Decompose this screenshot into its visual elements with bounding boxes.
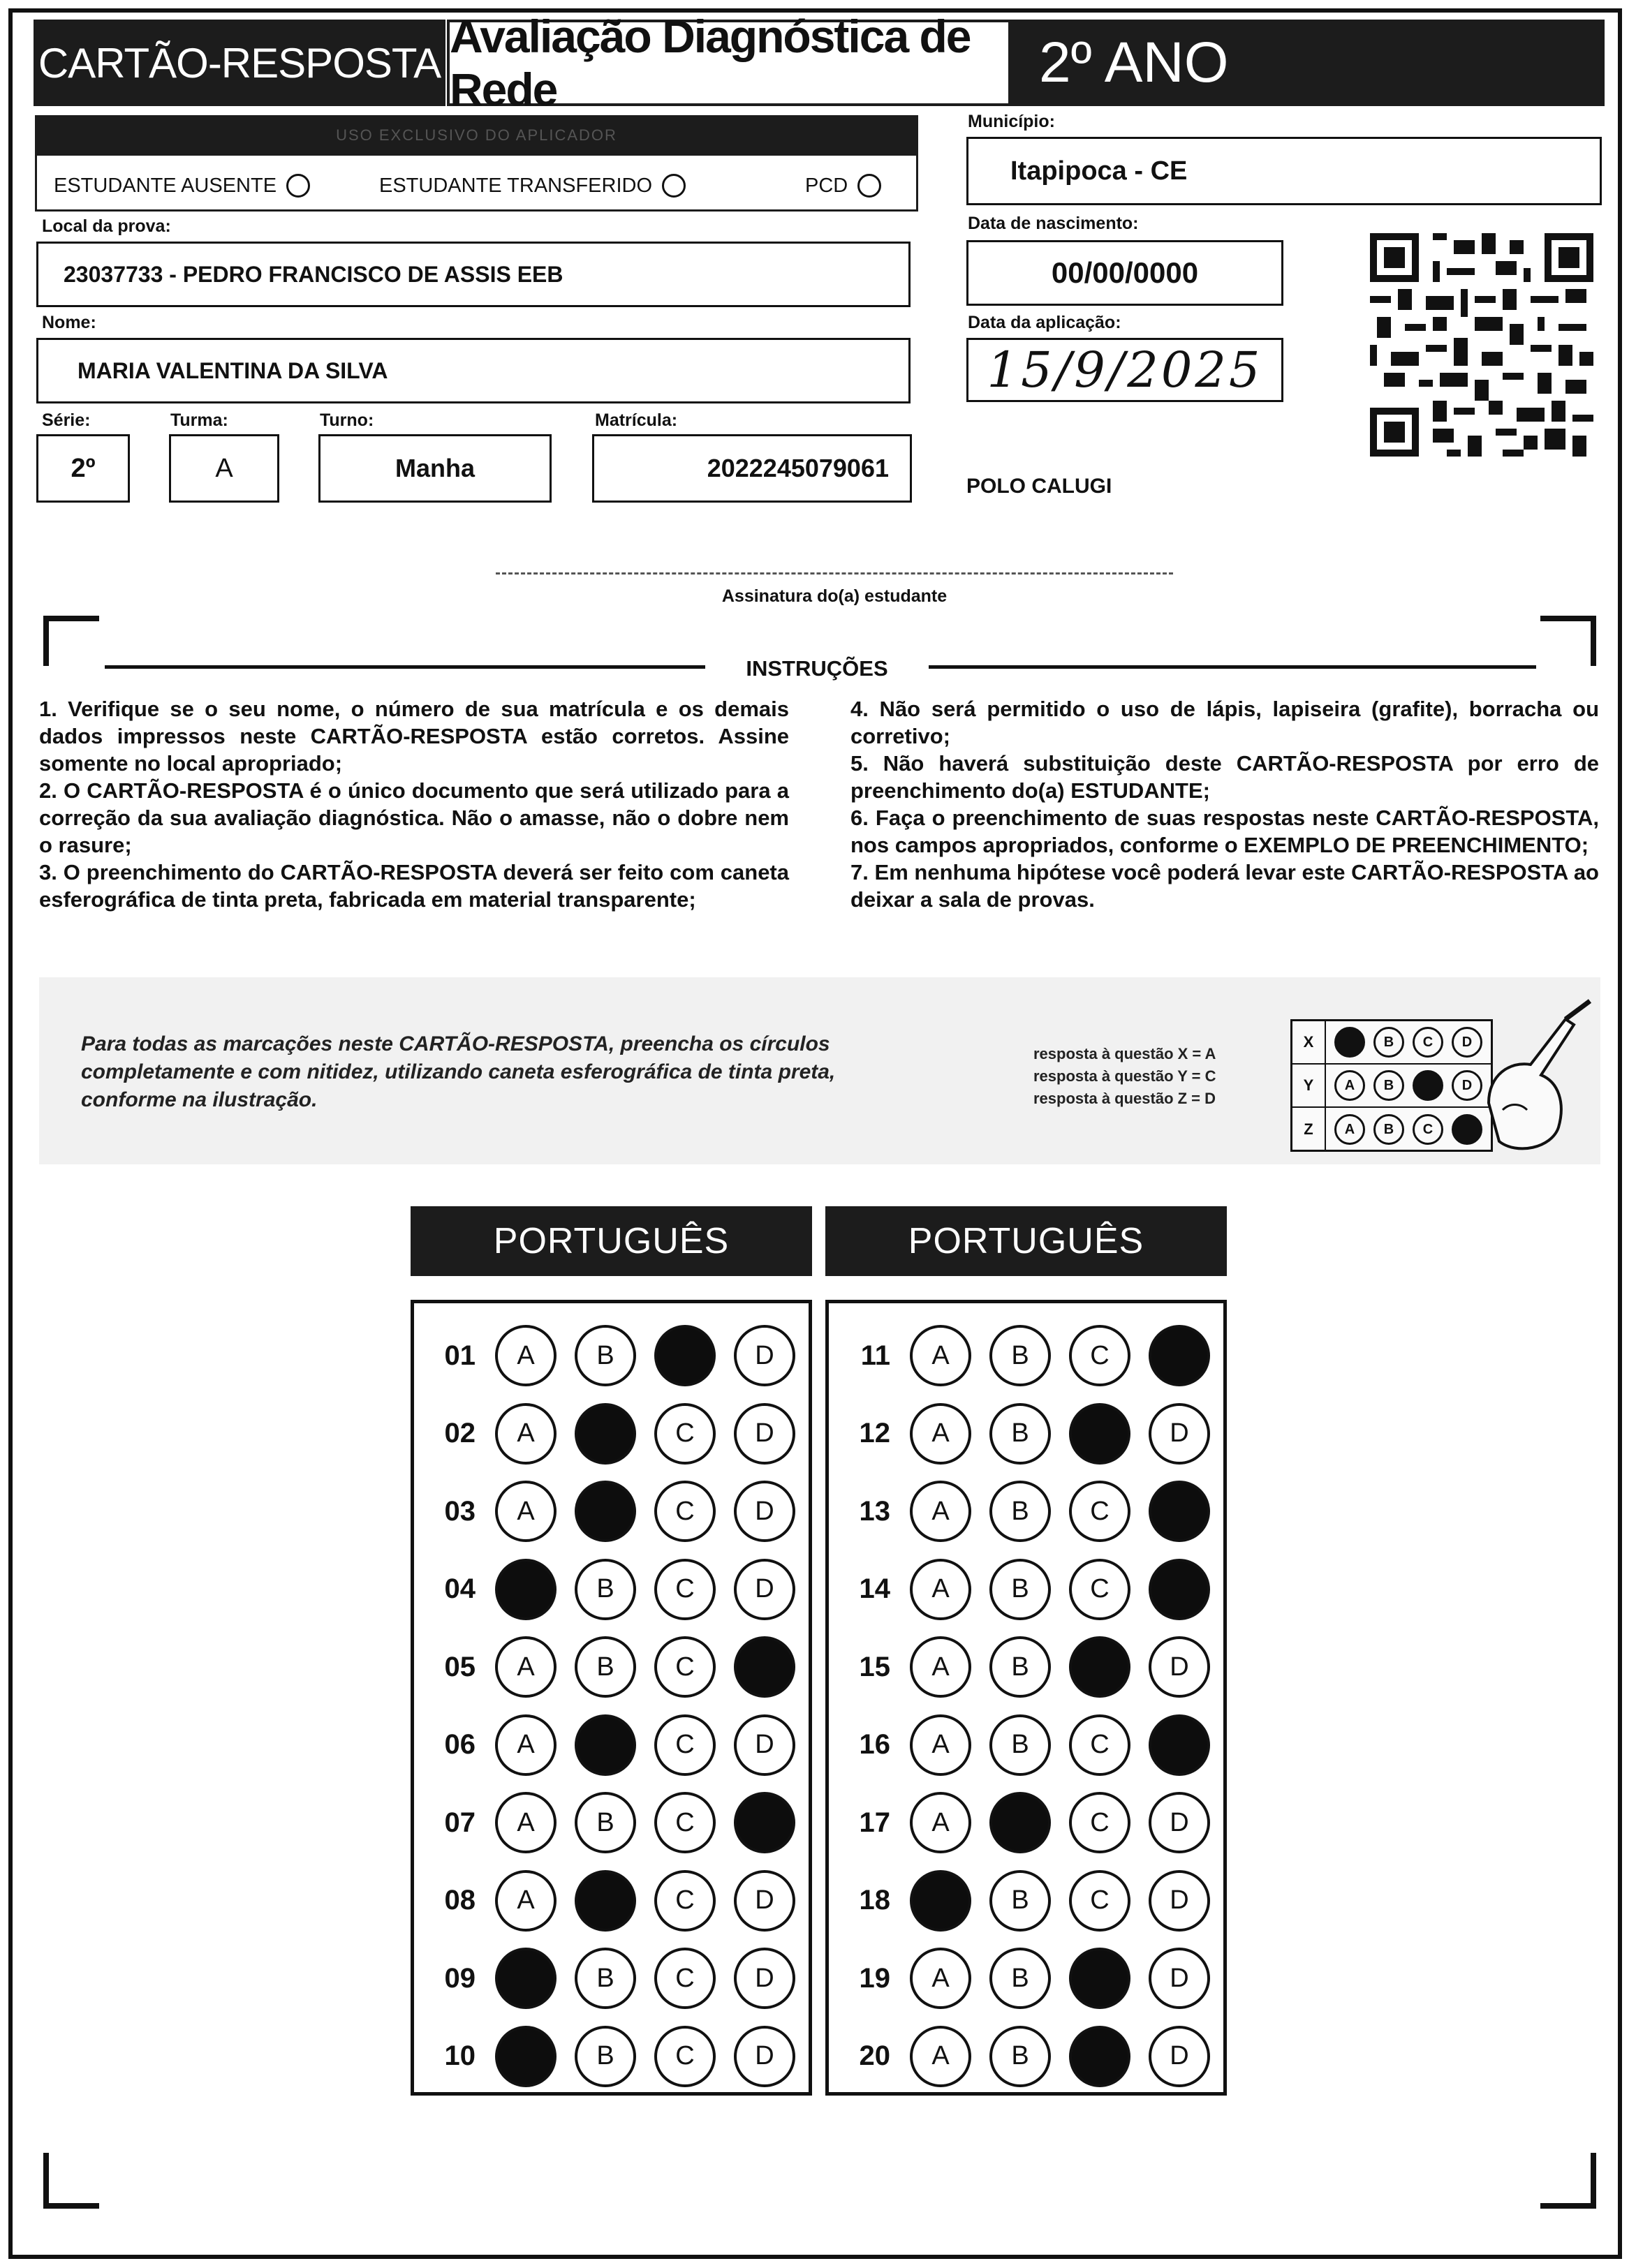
answer-bubble-c[interactable]: C <box>1069 1559 1130 1620</box>
answer-bubble-a[interactable]: A <box>495 1792 557 1853</box>
question-number: 06 <box>444 1729 476 1760</box>
aplicacao-field: 15/9/2025 <box>966 338 1283 402</box>
answer-bubble-c[interactable]: C <box>654 1636 716 1698</box>
answer-bubble-b[interactable] <box>575 1481 636 1542</box>
fill-example-legend <box>1033 1043 1216 1110</box>
question-row <box>829 1714 1223 1777</box>
answer-bubble-d[interactable]: D <box>1149 2026 1210 2087</box>
answer-bubble-c[interactable] <box>1069 1403 1130 1465</box>
answer-bubble-c[interactable]: C <box>1069 1870 1130 1932</box>
question-row <box>829 1947 1223 2010</box>
example-bubble-c: C <box>1413 1114 1443 1145</box>
corner-mark-bottom-left <box>43 2153 99 2209</box>
question-number: 04 <box>444 1573 476 1604</box>
answer-bubble-b[interactable] <box>575 1870 636 1932</box>
answer-bubble-d[interactable] <box>1149 1481 1210 1542</box>
instructions-rule-left <box>105 665 705 669</box>
question-number: 10 <box>444 2040 476 2071</box>
answer-bubble-d[interactable]: D <box>1149 1792 1210 1853</box>
nome-field: MARIA VALENTINA DA SILVA <box>36 338 911 403</box>
example-row-label: X <box>1292 1021 1326 1063</box>
status-transferred[interactable] <box>379 174 686 198</box>
status-transferred-circle[interactable] <box>662 174 686 198</box>
answer-bubble-a[interactable]: A <box>910 2026 971 2087</box>
answer-bubble-b[interactable]: B <box>989 1948 1051 2009</box>
instruction-item: 7. Em nenhuma hipótese você poderá levar este CARTÃO-RESPOSTA ao deixar a sala de provas. <box>850 860 1599 912</box>
signature-label: Assinatura do(a) estudante <box>721 586 948 606</box>
question-number: 12 <box>859 1418 890 1448</box>
question-number: 14 <box>859 1573 890 1604</box>
status-absent-circle[interactable] <box>286 174 310 198</box>
answer-bubble-c[interactable] <box>1069 1948 1130 2009</box>
nome-label: Nome: <box>42 313 96 332</box>
question-row <box>829 1402 1223 1465</box>
question-number: 07 <box>444 1807 476 1838</box>
local-field: 23037733 - PEDRO FRANCISCO DE ASSIS EEB <box>36 242 911 307</box>
answer-bubble-a[interactable]: A <box>910 1481 971 1542</box>
question-number: 15 <box>859 1651 890 1682</box>
question-number: 03 <box>444 1495 476 1527</box>
matricula-label: Matrícula: <box>595 410 678 430</box>
question-row <box>414 1791 809 1854</box>
answer-bubble-b[interactable]: B <box>989 1636 1051 1698</box>
municipio-field: Itapipoca - CE <box>966 137 1602 205</box>
example-bubble-b: B <box>1373 1070 1404 1101</box>
answer-bubble-d[interactable] <box>734 1792 795 1853</box>
answer-bubble-c[interactable]: C <box>1069 1481 1130 1542</box>
answer-bubble-a[interactable]: A <box>495 1481 557 1542</box>
answer-bubble-a[interactable]: A <box>910 1325 971 1386</box>
matricula-field: 2022245079061 <box>592 434 912 503</box>
example-row-label: Y <box>1292 1065 1326 1106</box>
answer-bubble-c[interactable]: C <box>654 1792 716 1853</box>
subject-header-1: PORTUGUÊS <box>411 1206 812 1276</box>
answer-bubble-d[interactable]: D <box>1149 1636 1210 1698</box>
instructions-title: INSTRUÇÕES <box>746 656 888 681</box>
answer-bubble-d[interactable]: D <box>734 1481 795 1542</box>
answer-bubble-c[interactable]: C <box>654 1870 716 1932</box>
question-number: 09 <box>444 1962 476 1994</box>
question-number: 05 <box>444 1651 476 1682</box>
example-bubble-b: B <box>1373 1027 1404 1058</box>
answer-bubble-d[interactable]: D <box>734 1403 795 1465</box>
example-bubble-a: A <box>1334 1070 1365 1101</box>
answer-bubble-a[interactable]: A <box>910 1559 971 1620</box>
example-bubble-c <box>1413 1070 1443 1101</box>
status-box <box>35 156 918 212</box>
question-row <box>829 2025 1223 2088</box>
corner-mark-top-right <box>1540 616 1596 666</box>
question-number: 16 <box>859 1729 890 1760</box>
answer-bubble-b[interactable]: B <box>575 1325 636 1386</box>
corner-mark-bottom-right <box>1540 2153 1596 2209</box>
answer-bubble-a[interactable]: A <box>495 1325 557 1386</box>
answer-bubble-d[interactable]: D <box>734 1559 795 1620</box>
grade-title: 2º ANO <box>1011 20 1605 106</box>
answer-bubble-d[interactable]: D <box>734 1714 795 1776</box>
legend-item: resposta à questão Y = C <box>1033 1067 1216 1085</box>
question-number: 01 <box>444 1340 476 1371</box>
answer-bubble-d[interactable] <box>1149 1325 1210 1386</box>
answer-bubble-d[interactable]: D <box>734 1325 795 1386</box>
question-row <box>829 1869 1223 1932</box>
answer-bubble-c[interactable] <box>654 1325 716 1386</box>
status-absent-label: ESTUDANTE AUSENTE <box>54 174 277 197</box>
example-bubble-a <box>1334 1027 1365 1058</box>
answer-bubble-b[interactable]: B <box>989 1325 1051 1386</box>
status-transferred-label: ESTUDANTE TRANSFERIDO <box>379 174 653 197</box>
card-title: CARTÃO-RESPOSTA <box>34 20 445 106</box>
question-row <box>414 1714 809 1777</box>
question-number: 20 <box>859 2040 890 2071</box>
example-bubble-a: A <box>1334 1114 1365 1145</box>
question-row <box>829 1791 1223 1854</box>
answer-bubble-d[interactable]: D <box>734 1870 795 1932</box>
answer-bubble-d[interactable]: D <box>1149 1403 1210 1465</box>
answer-block-1 <box>411 1300 812 2096</box>
answer-bubble-b[interactable] <box>575 1403 636 1465</box>
instruction-item: 2. O CARTÃO-RESPOSTA é o único documento que será utilizado para a correção da sua avaliação diagnóstica. Não o amasse, não o dobre nem o rasure; <box>39 778 789 857</box>
answer-bubble-c[interactable]: C <box>654 1559 716 1620</box>
example-bubble-d: D <box>1452 1070 1482 1101</box>
answer-bubble-b[interactable]: B <box>575 1948 636 2009</box>
answer-bubble-b[interactable]: B <box>575 2026 636 2087</box>
hand-pen-icon <box>1461 998 1600 1159</box>
fill-example-text: Para todas as marcações neste CARTÃO-RESPOSTA, preencha os círculos completamente e com nitidez, utilizando caneta esferográfica de tinta preta, conforme na ilustração. <box>81 1032 836 1111</box>
subject-header-2: PORTUGUÊS <box>825 1206 1227 1276</box>
answer-bubble-d[interactable]: D <box>1149 1948 1210 2009</box>
legend-item: resposta à questão Z = D <box>1033 1090 1216 1107</box>
turma-label: Turma: <box>170 410 228 430</box>
answer-bubble-a[interactable]: A <box>495 1714 557 1776</box>
question-row <box>414 1324 809 1387</box>
question-row <box>414 1558 809 1621</box>
answer-bubble-c[interactable]: C <box>1069 1714 1130 1776</box>
answer-bubble-c[interactable]: C <box>654 1948 716 2009</box>
answer-bubble-c[interactable] <box>1069 1636 1130 1698</box>
answer-bubble-a[interactable]: A <box>910 1792 971 1853</box>
question-row <box>414 2025 809 2088</box>
answer-bubble-a[interactable] <box>910 1870 971 1932</box>
turma-field: A <box>169 434 279 503</box>
answer-bubble-b[interactable] <box>989 1792 1051 1853</box>
answer-bubble-c[interactable] <box>1069 2026 1130 2087</box>
question-row <box>414 1947 809 2010</box>
answer-bubble-a[interactable]: A <box>495 1636 557 1698</box>
example-row-label: Z <box>1292 1108 1326 1151</box>
instruction-item: 6. Faça o preenchimento de suas respostas neste CARTÃO-RESPOSTA, nos campos apropriados, conforme o EXEMPLO DE PREENCHIMENTO; <box>850 806 1599 857</box>
example-bubble-b: B <box>1373 1114 1404 1145</box>
instructions-right-column <box>850 695 1599 913</box>
answer-bubble-d[interactable] <box>1149 1559 1210 1620</box>
question-number: 11 <box>860 1340 890 1371</box>
answer-bubble-d[interactable] <box>734 1636 795 1698</box>
status-pcd-circle[interactable] <box>857 174 881 198</box>
question-row <box>829 1480 1223 1543</box>
question-row <box>829 1558 1223 1621</box>
answer-bubble-b[interactable]: B <box>989 1870 1051 1932</box>
qr-code-icon <box>1370 233 1593 457</box>
question-row <box>414 1869 809 1932</box>
answer-bubble-a[interactable]: A <box>495 1870 557 1932</box>
nascimento-label: Data de nascimento: <box>968 214 1139 233</box>
answer-bubble-c[interactable]: C <box>654 1403 716 1465</box>
instructions-left-column <box>39 695 789 913</box>
answer-bubble-b[interactable] <box>575 1714 636 1776</box>
fill-example-panel <box>39 977 1600 1164</box>
question-number: 17 <box>859 1807 890 1838</box>
answer-bubble-d[interactable]: D <box>734 1948 795 2009</box>
answer-bubble-b[interactable]: B <box>575 1636 636 1698</box>
answer-bubble-b[interactable]: B <box>575 1792 636 1853</box>
answer-bubble-b[interactable]: B <box>575 1559 636 1620</box>
answer-bubble-a[interactable] <box>495 1559 557 1620</box>
question-row <box>414 1636 809 1698</box>
instruction-item: 1. Verifique se o seu nome, o número de sua matrícula e os demais dados impressos neste CARTÃO-RESPOSTA estão corretos. Assine somente no local apropriado; <box>39 697 789 776</box>
status-pcd[interactable] <box>805 174 881 198</box>
question-number: 19 <box>859 1962 890 1994</box>
answer-bubble-c[interactable]: C <box>1069 1792 1130 1853</box>
answer-bubble-c[interactable]: C <box>654 1481 716 1542</box>
answer-bubble-d[interactable]: D <box>734 2026 795 2087</box>
question-number: 02 <box>444 1418 476 1448</box>
answer-bubble-b[interactable]: B <box>989 1481 1051 1542</box>
instruction-item: 5. Não haverá substituição deste CARTÃO-RESPOSTA por erro de preenchimento do(a) ESTUDANTE; <box>850 751 1599 803</box>
corner-mark-top-left <box>43 616 99 666</box>
answer-bubble-a[interactable]: A <box>910 1714 971 1776</box>
answer-bubble-a[interactable] <box>495 2026 557 2087</box>
legend-item: resposta à questão X = A <box>1033 1045 1216 1062</box>
answer-bubble-a[interactable]: A <box>910 1636 971 1698</box>
answer-bubble-a[interactable]: A <box>910 1403 971 1465</box>
status-pcd-label: PCD <box>805 174 848 197</box>
answer-bubble-b[interactable]: B <box>989 1403 1051 1465</box>
answer-bubble-b[interactable]: B <box>989 2026 1051 2087</box>
example-bubble-d: D <box>1452 1027 1482 1058</box>
applicator-bar: USO EXCLUSIVO DO APLICADOR <box>35 115 918 156</box>
status-absent[interactable] <box>54 174 310 198</box>
answer-bubble-b[interactable]: B <box>989 1714 1051 1776</box>
aplicacao-label: Data da aplicação: <box>968 313 1121 332</box>
nascimento-field: 00/00/0000 <box>966 240 1283 306</box>
signature-line[interactable] <box>496 572 1173 575</box>
instruction-item: 4. Não será permitido o uso de lápis, lapiseira (grafite), borracha ou corretivo; <box>850 697 1599 748</box>
question-number: 08 <box>444 1885 476 1915</box>
answer-bubble-d[interactable] <box>1149 1714 1210 1776</box>
question-row <box>829 1324 1223 1387</box>
question-row <box>414 1402 809 1465</box>
answer-bubble-c[interactable]: C <box>654 2026 716 2087</box>
exam-title: Avaliação Diagnóstica de Rede <box>447 20 1011 106</box>
municipio-label: Município: <box>968 112 1055 131</box>
answer-bubble-d[interactable]: D <box>1149 1870 1210 1932</box>
question-number: 18 <box>859 1885 890 1915</box>
instruction-item: 3. O preenchimento do CARTÃO-RESPOSTA deverá ser feito com caneta esferográfica de tinta preta, fabricada em material transparente; <box>39 860 789 912</box>
answer-bubble-c[interactable]: C <box>654 1714 716 1776</box>
local-label: Local da prova: <box>42 216 171 236</box>
answer-bubble-a[interactable] <box>495 1948 557 2009</box>
polo-label: POLO CALUGI <box>966 475 1112 498</box>
answer-bubble-a[interactable]: A <box>910 1948 971 2009</box>
serie-label: Série: <box>42 410 91 430</box>
turno-field: Manha <box>318 434 552 503</box>
example-bubble-c: C <box>1413 1027 1443 1058</box>
answer-bubble-a[interactable]: A <box>495 1403 557 1465</box>
question-number: 13 <box>859 1495 890 1527</box>
question-row <box>414 1480 809 1543</box>
question-row <box>829 1636 1223 1698</box>
turno-label: Turno: <box>320 410 374 430</box>
serie-field: 2º <box>36 434 130 503</box>
answer-bubble-b[interactable]: B <box>989 1559 1051 1620</box>
answer-block-2 <box>825 1300 1227 2096</box>
answer-bubble-c[interactable]: C <box>1069 1325 1130 1386</box>
instructions-rule-right <box>929 665 1536 669</box>
